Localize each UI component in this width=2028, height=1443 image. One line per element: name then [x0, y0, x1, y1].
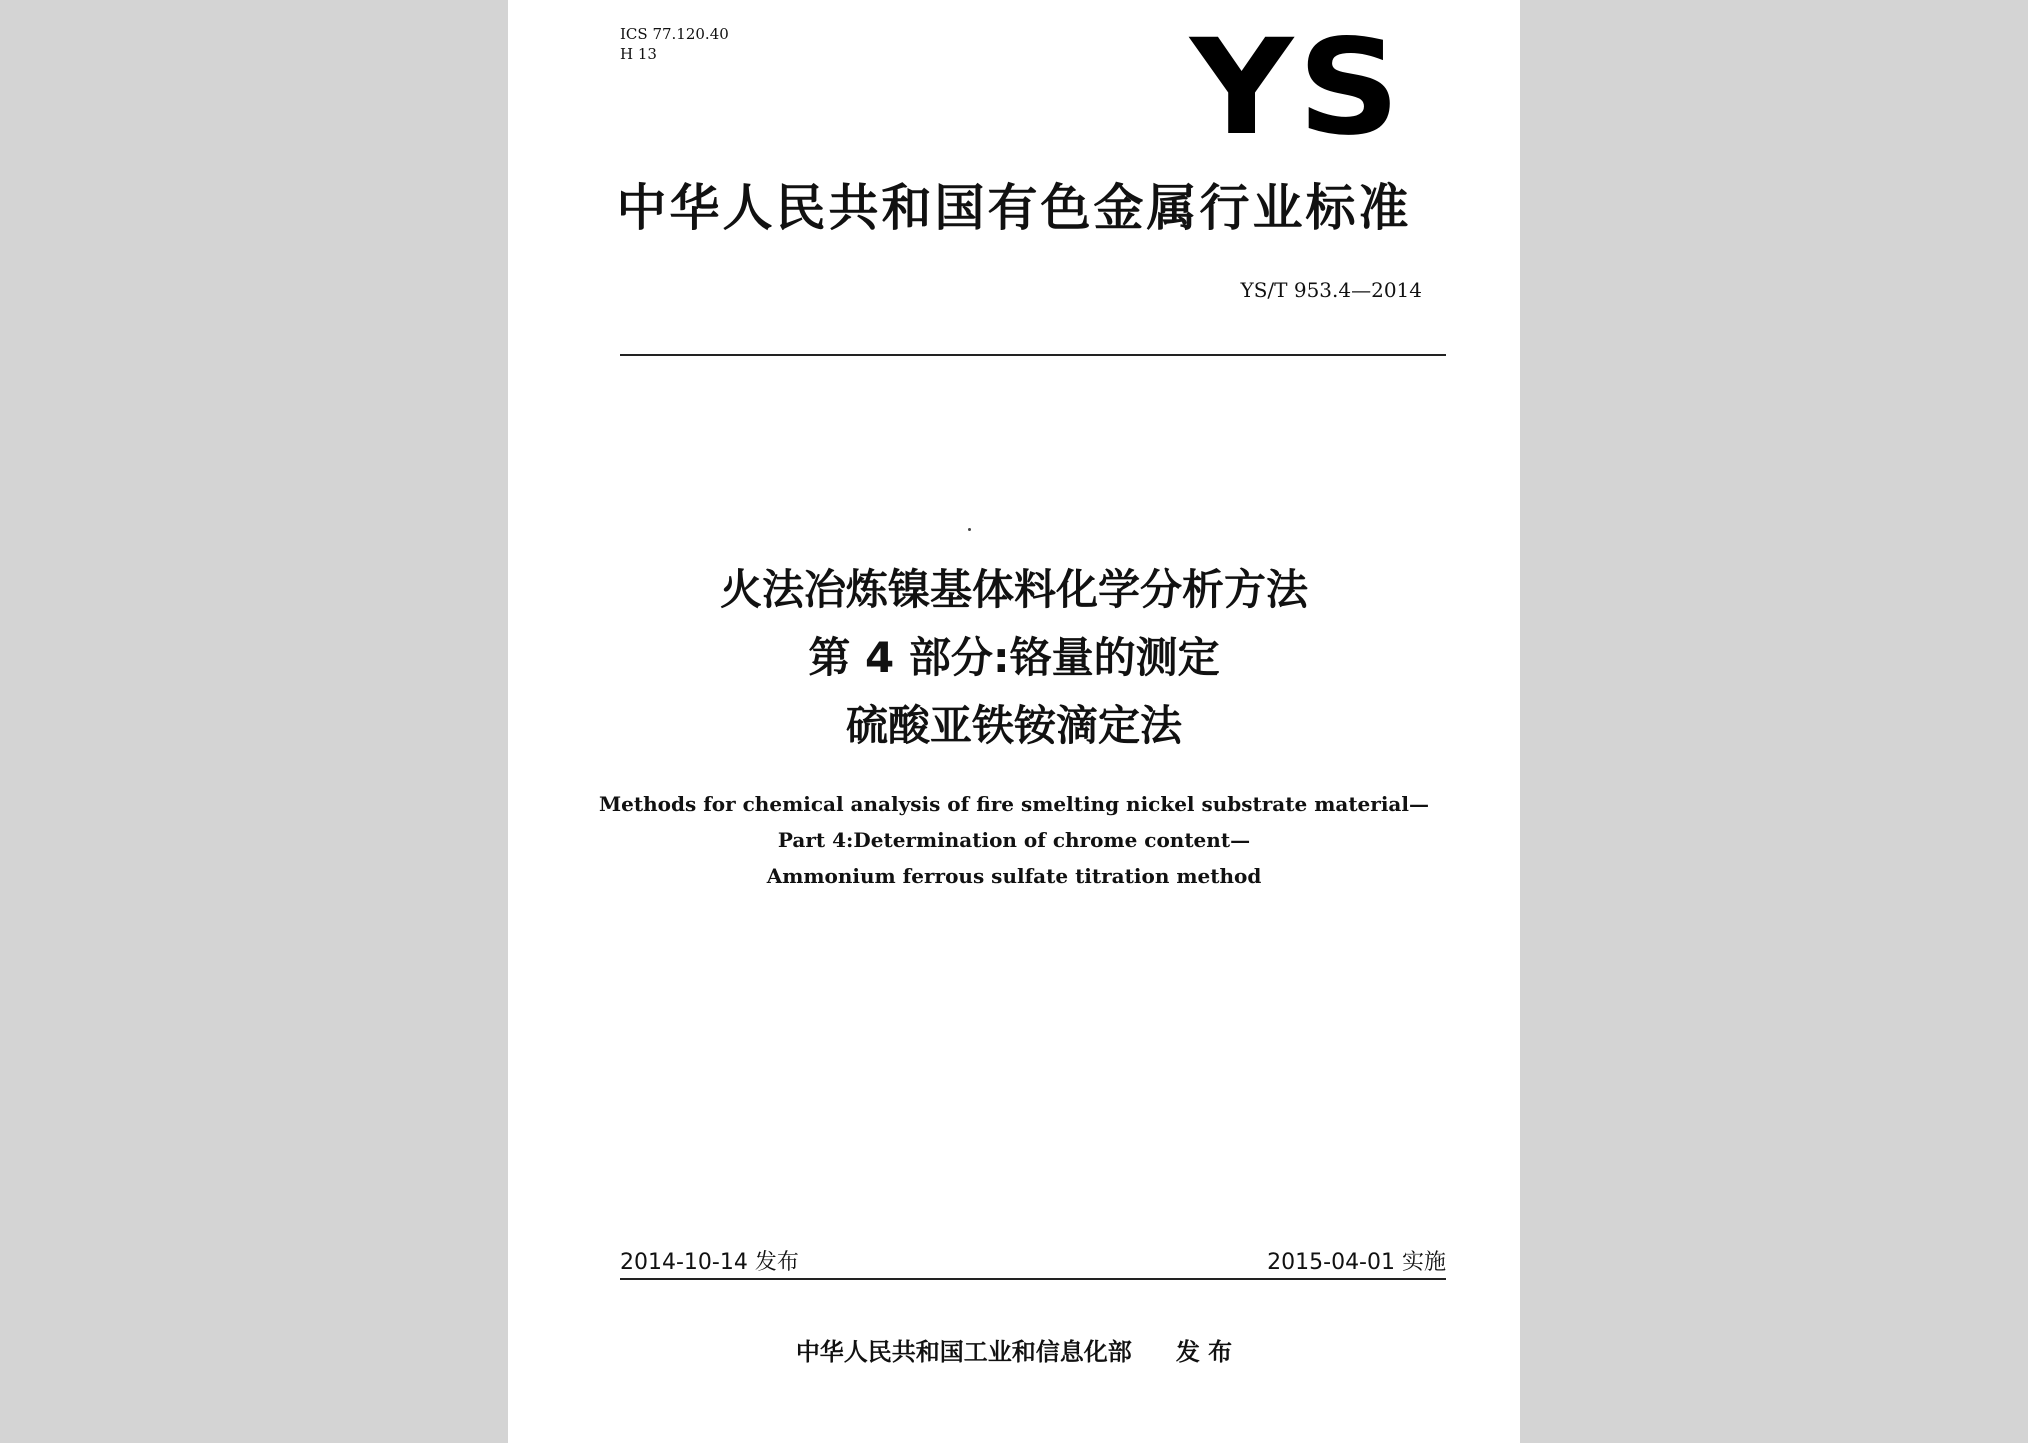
english-title-line1: Methods for chemical analysis of fire smelting nickel substrate material— — [599, 792, 1429, 816]
ys-logo: YS — [1190, 11, 1405, 165]
issue-date: 2014-10-14 发布 — [620, 1250, 799, 1275]
standard-cover-page — [508, 0, 1520, 1443]
english-title — [508, 786, 1520, 894]
english-title-line3: Ammonium ferrous sulfate titration method — [766, 864, 1262, 888]
classification-codes — [620, 24, 729, 64]
english-title-line2: Part 4:Determination of chrome content— — [777, 828, 1251, 852]
ics-code: ICS 77.120.40 — [620, 25, 729, 43]
chinese-title-line1: 火法冶炼镍基体料化学分析方法 — [719, 565, 1308, 614]
standard-number: YS/T 953.4—2014 — [1240, 278, 1422, 302]
top-divider — [620, 354, 1446, 356]
implementation-date: 2015-04-01 实施 — [1267, 1250, 1446, 1275]
issuer — [508, 1332, 1520, 1367]
issuer-name: 中华人民共和国工业和信息化部 — [795, 1338, 1132, 1366]
chinese-title-line3: 硫酸亚铁铵滴定法 — [845, 701, 1182, 750]
standard-organization: 中华人民共和国有色金属行业标准 — [616, 179, 1412, 237]
bottom-divider — [620, 1278, 1446, 1280]
speck-mark — [968, 528, 971, 531]
ccs-code: H 13 — [620, 45, 657, 63]
chinese-title-line2: 第 4 部分:铬量的测定 — [808, 633, 1220, 682]
chinese-title — [508, 556, 1520, 760]
issuer-action: 发 布 — [1175, 1338, 1233, 1366]
